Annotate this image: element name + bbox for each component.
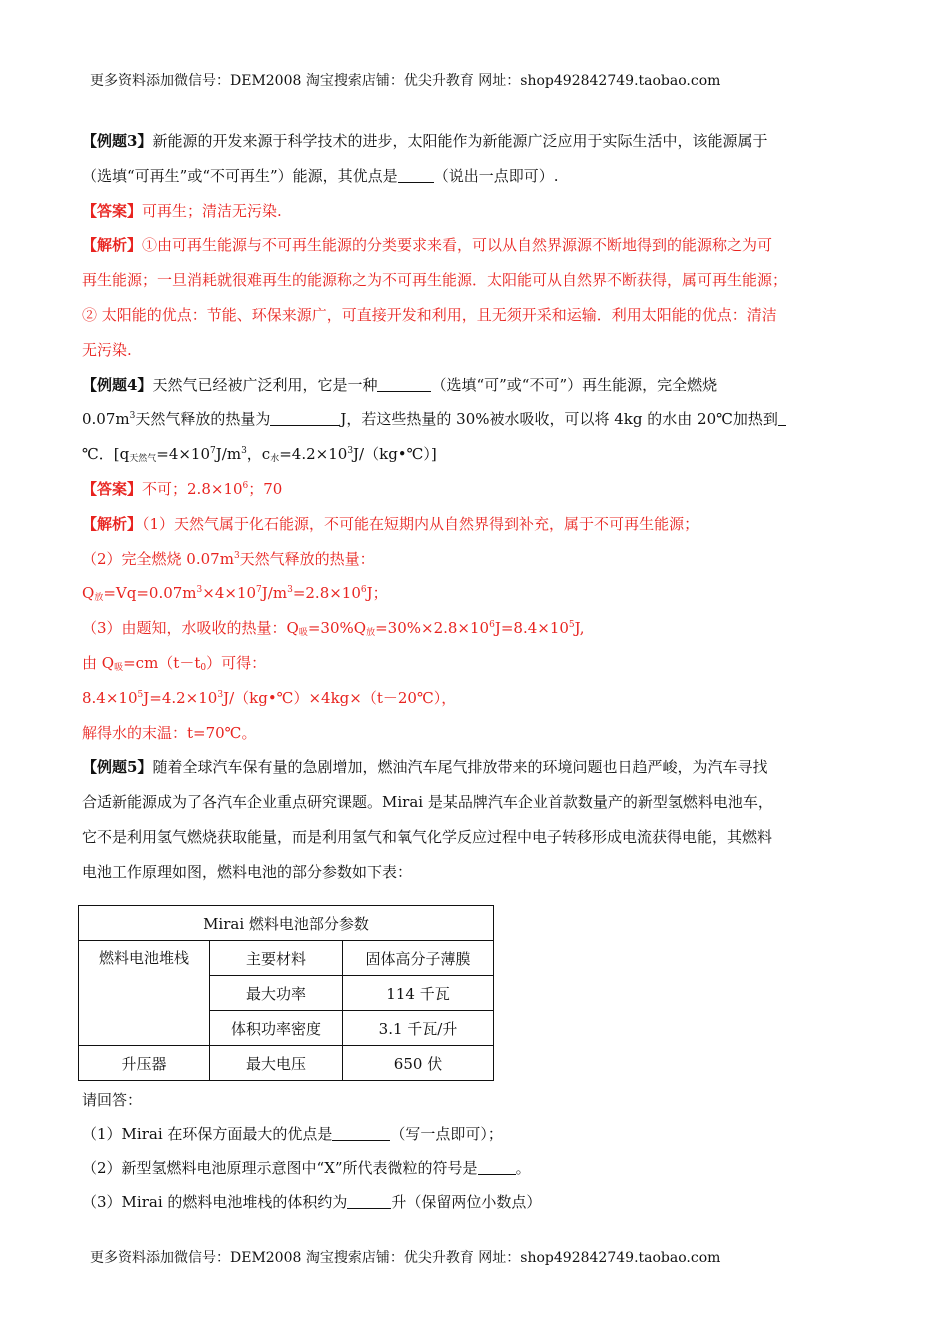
ex3-explanation-line-2: 再生能源；一旦消耗就很难再生的能源称之为不可再生能源．太阳能可从自然界不断获得，属可再生能源；: [82, 271, 788, 290]
table-cell: 最大功率: [210, 976, 343, 1011]
ex5-paragraph-line-4: 电池工作原理如图，燃料电池的部分参数如下表：: [82, 862, 413, 881]
table-cell: 主要材料: [210, 941, 343, 976]
ex5-q1: （1）Mirai 在环保方面最大的优点是 （写一点即可）；: [82, 1125, 503, 1143]
ex3-question-line-2: （选填“可再生”或“不可再生”）能源，其优点是 （说出一点即可）.: [82, 166, 559, 185]
table-cell: 650 伏: [343, 1046, 494, 1081]
answer-blank: [377, 377, 431, 392]
ex3-tag: 【例题3】: [82, 132, 153, 150]
ex4-explanation-line-5: 由 $Q_吸=cm(t-t_0)$可得：: [82, 653, 267, 673]
table-row: [79, 941, 494, 976]
ex4-tag: 【例题4】: [82, 375, 153, 394]
ex4-explanation-line-7: 解得水的末温：t=70℃。: [82, 723, 257, 742]
ex5-paragraph-line-1: 【例题5】随着全球汽车保有量的急剧增加，燃油汽车尾气排放带来的环境问题也日趋严峻，为汽车寻找: [82, 758, 768, 777]
table-row: [79, 1046, 494, 1081]
ex4-answer: 【答案】不可；$2.8\times 10^6$；70: [82, 479, 283, 498]
ex5-tag: 【例题5】: [82, 758, 153, 777]
table-cell: 114 千瓦: [343, 976, 494, 1011]
table-cell: 体积功率密度: [210, 1011, 343, 1046]
fuel-cell-params-table: [78, 905, 494, 1081]
ex3-explanation-line-3: ② 太阳能的优点：节能、环保来源广，可直接开发和利用，且无须开采和运输．利用太阳能的优点：清洁: [82, 305, 777, 324]
ex4-explanation-line-2: （2）完全燃烧 $0.07m^3$天然气释放的热量：: [82, 549, 375, 568]
ex4-question-line-1: 【例题4】天然气已经被广泛利用，它是一种 （选填“可”或“不可”）再生能源，完全燃烧: [82, 375, 718, 394]
ex5-paragraph-line-3: 它不是利用氢气燃烧获取能量，而是利用氢气和氧气化学反应过程中电子转移形成电流获得电能，其燃料: [82, 827, 773, 846]
ex4-explanation-line-3: $Q_放=Vq=0.07m^3\times 4\times 10^7J/m^3=2.8\times 10^6J$；: [82, 584, 388, 604]
ex5-questions: [82, 1083, 872, 1219]
answer-blank: [347, 1194, 391, 1209]
ex3-answer: 【答案】可再生；清洁无污染.: [82, 201, 282, 220]
answer-blank: [478, 1160, 516, 1175]
ex5-paragraph-line-2: 合适新能源成为了各汽车企业重点研究课题。Mirai 是某品牌汽车企业首款数量产的新型氢燃料电池车，: [82, 793, 773, 812]
ex4-explanation-line-4: （3）由题知，水吸收的热量：$Q_吸=30\%Q_放=30\%\times 2.8\times 10^6J=8.4\times 10^5J$,: [82, 619, 585, 639]
table-cell: 固体高分子薄膜: [343, 941, 494, 976]
ex4-explanation-line-1: 【解析】（1）天然气属于化石能源，不可能在短期内从自然界得到补充，属于不可再生能源；: [82, 514, 700, 533]
main-content: [82, 124, 872, 890]
answer-blank: [270, 411, 340, 426]
answer-blank: [332, 1126, 390, 1141]
ex5-prompt: 请回答：: [82, 1091, 143, 1109]
page-footer: 更多资料添加微信号：DEM2008 淘宝搜索店铺：优尖升教育 网址：shop492842749.taobao.com: [90, 1250, 721, 1266]
ex5-q3: （3）Mirai 的燃料电池堆栈的体积约为 升（保留两位小数点）: [82, 1193, 542, 1211]
table-row: [79, 906, 494, 941]
ex4-question-line-3: ℃．[$q_{天然气}=4\times 10^7J/m^3$，$c_水=4.2\times 10^3J/(kg•℃)$]: [82, 445, 437, 465]
answer-blank: [398, 168, 434, 183]
ex5-q2: （2）新型氢燃料电池原理示意图中“X”所代表微粒的符号是 。: [82, 1159, 531, 1177]
ex3-explanation-line-4: 无污染.: [82, 340, 132, 359]
ex4-question-line-2: $0.07m^3$天然气释放的热量为 J，若这些热量的 30%被水吸收，可以将 4kg 的水由 20℃加热到: [82, 402, 872, 437]
table-title: Mirai 燃料电池部分参数: [79, 906, 494, 941]
ex4-explanation-line-6: $8.4\times 10^5J=4.2\times 10^3J/(kg•℃)\times 4kg\times(t-20℃)$，: [82, 688, 457, 707]
ex3-explanation-line-1: 【解析】①由可再生能源与不可再生能源的分类要求来看，可以从自然界源源不断地得到的能源称之为可: [82, 236, 773, 255]
answer-blank: [778, 411, 786, 426]
table-cell-stack: 燃料电池堆栈: [79, 941, 210, 1046]
table-cell: 最大电压: [210, 1046, 343, 1081]
table-cell-booster: 升压器: [79, 1046, 210, 1081]
page-header: 更多资料添加微信号：DEM2008 淘宝搜索店铺：优尖升教育 网址：shop492842749.taobao.com: [90, 73, 721, 89]
ex3-question-line-1: 【例题3】新能源的开发来源于科学技术的进步，太阳能作为新能源广泛应用于实际生活中，该能源属于: [82, 132, 768, 150]
table-cell: 3.1 千瓦/升: [343, 1011, 494, 1046]
